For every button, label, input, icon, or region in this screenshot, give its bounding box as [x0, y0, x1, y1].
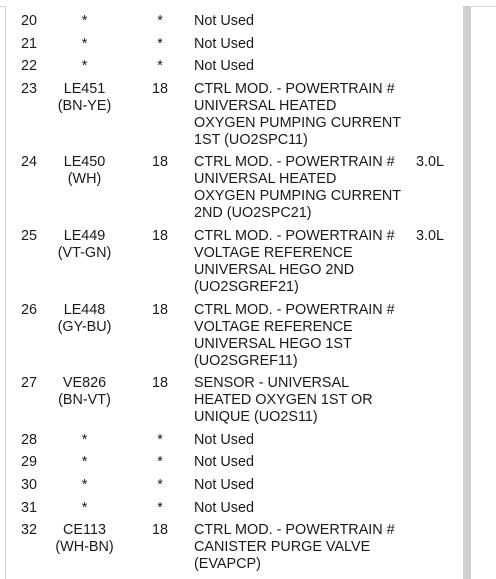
- circuit-code: LE450 (WH): [63, 154, 106, 188]
- circuit-description: CTRL MOD. - POWERTRAIN # UNIVERSAL HEATED OXYGEN PUMPING CURRENT 2ND (UO2SPC21): [194, 154, 402, 222]
- circuit-description: CTRL MOD. - POWERTRAIN # UNIVERSAL HEATED OXYGEN PUMPING CURRENT 1ST (UO2SPC11): [194, 80, 402, 148]
- pin-number: 28: [21, 431, 38, 448]
- table-row: [5, 454, 463, 471]
- circuit-code: LE448 (GY-BU): [57, 301, 112, 335]
- circuit-description: CTRL MOD. - POWERTRAIN # VOLTAGE REFERENCE UNIVERSAL HEGO 2ND (UO2SGREF21): [194, 228, 395, 295]
- circuit-description: Not Used: [194, 431, 254, 448]
- pin-number: 31: [21, 499, 38, 516]
- circuit-description: Not Used: [194, 13, 254, 29]
- table-row: [5, 36, 463, 53]
- table-row: [5, 375, 463, 426]
- circuit-code: *: [81, 58, 88, 75]
- circuit-code: LE449 (VT-GN): [57, 228, 112, 261]
- pin-number: 27: [21, 375, 38, 392]
- pin-number: 22: [21, 58, 38, 75]
- circuit-description: Not Used: [194, 477, 254, 493]
- wire-gauge: *: [157, 431, 163, 448]
- circuit-code: *: [81, 13, 88, 29]
- circuit-code: *: [81, 477, 88, 493]
- circuit-description: SENSOR - UNIVERSAL HEATED OXYGEN 1ST OR UNIQUE (UO2S11): [194, 375, 373, 426]
- circuit-code: *: [81, 431, 88, 448]
- wire-gauge: 18: [151, 228, 168, 244]
- pin-number: 30: [21, 477, 38, 493]
- table-row: [5, 81, 463, 149]
- circuit-description: CTRL MOD. - POWERTRAIN # CANISTER PURGE VALVE (EVAPCP): [194, 522, 395, 573]
- table-row: [5, 522, 463, 573]
- option-note: 3.0L: [416, 154, 445, 171]
- pin-number: 32: [21, 522, 38, 539]
- scrollbar[interactable]: [463, 6, 471, 579]
- wire-gauge: 18: [151, 80, 168, 97]
- wire-gauge: *: [157, 499, 163, 516]
- pin-number: 23: [21, 80, 38, 97]
- table-row: [5, 58, 463, 75]
- circuit-description: Not Used: [194, 35, 254, 52]
- wire-gauge: *: [157, 35, 163, 52]
- table-row: [5, 477, 463, 494]
- circuit-description: CTRL MOD. - POWERTRAIN # VOLTAGE REFERENCE UNIVERSAL HEGO 1ST (UO2SGREF11): [194, 301, 395, 369]
- wire-gauge: *: [157, 13, 163, 29]
- option-note: 3.0L: [416, 228, 445, 244]
- wire-gauge: 18: [151, 375, 168, 392]
- circuit-code: CE113 (WH-BN): [55, 522, 114, 556]
- table-row: [5, 432, 463, 449]
- pin-number: 21: [21, 35, 38, 52]
- circuit-code: *: [81, 35, 88, 52]
- table-row: [5, 154, 463, 222]
- circuit-code: *: [81, 454, 88, 471]
- circuit-description: Not Used: [194, 499, 254, 516]
- circuit-description: Not Used: [194, 58, 254, 75]
- wire-gauge: 18: [151, 154, 168, 171]
- pin-number: 25: [21, 228, 38, 244]
- pin-number: 24: [21, 154, 38, 171]
- wire-gauge: *: [157, 454, 163, 471]
- table-row: [5, 500, 463, 517]
- wire-gauge: 18: [151, 301, 168, 318]
- wire-gauge: 18: [151, 522, 168, 539]
- table-row: [5, 228, 463, 296]
- pin-number: 20: [21, 13, 38, 29]
- pin-number: 29: [21, 454, 38, 471]
- table-row: [5, 302, 463, 370]
- pin-number: 26: [21, 301, 38, 318]
- wire-gauge: *: [157, 477, 163, 493]
- wire-gauge: *: [157, 58, 163, 75]
- circuit-description: Not Used: [194, 454, 254, 471]
- circuit-code: LE451 (BN-YE): [57, 80, 112, 114]
- circuit-code: VE826 (BN-VT): [58, 375, 111, 409]
- table-row: [5, 13, 463, 30]
- circuit-code: *: [81, 499, 88, 516]
